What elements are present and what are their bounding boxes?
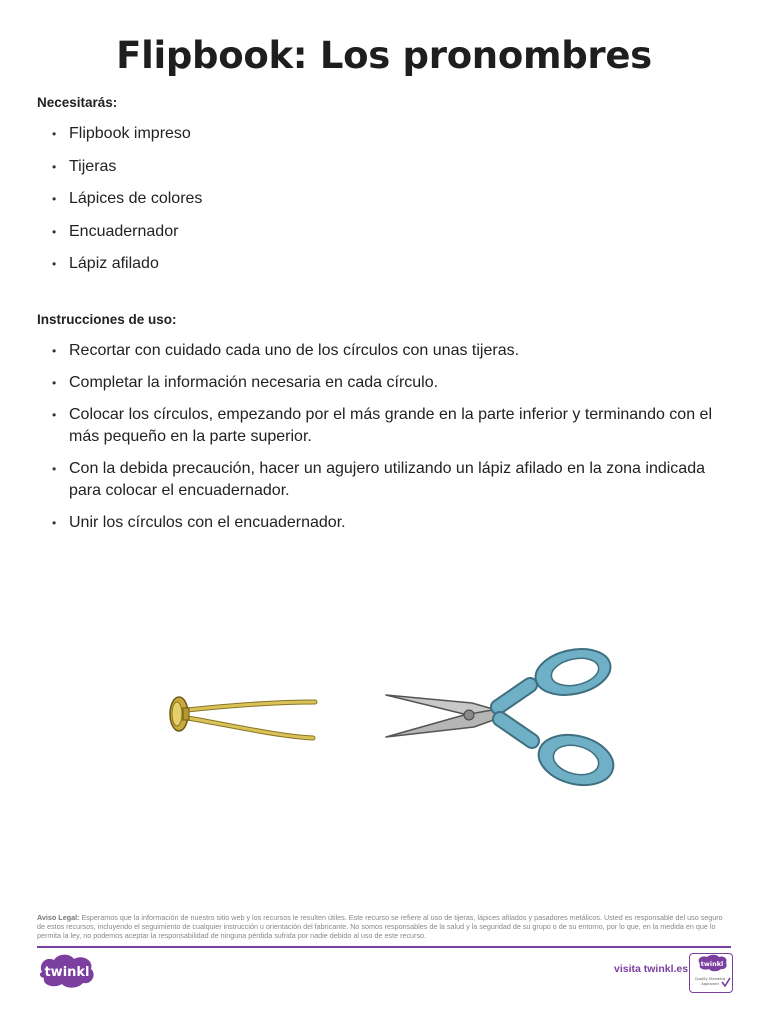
list-item: • Unir los círculos con el encuadernador.	[37, 512, 737, 534]
list-item: • Completar la información necesaria en cada círculo.	[37, 372, 737, 394]
quality-badge	[689, 953, 733, 993]
instructions-list	[37, 340, 737, 544]
instructions-heading: Instrucciones de uso:	[37, 312, 177, 327]
badge-brand: twinkl	[700, 960, 724, 968]
footer-divider	[37, 946, 731, 948]
legal-label: Aviso Legal:	[37, 913, 80, 922]
list-item: • Encuadernador	[37, 221, 737, 243]
list-item: • Colocar los círculos, empezando por el más grande en la parte inferior y terminando con el más pequeño en la parte superior.	[37, 404, 737, 448]
scissors-icon	[380, 645, 620, 790]
logo-text: twinkl	[44, 965, 90, 980]
list-item: • Recortar con cuidado cada uno de los círculos con unas tijeras.	[37, 340, 737, 362]
list-item: • Tijeras	[37, 156, 737, 178]
brass-paper-fastener-icon	[165, 688, 320, 748]
legal-text: Esperamos que la información de nuestro sitio web y los recursos le resulten útiles. Este recurso se refiere al uso de tijeras, lápices afilados y pasadores metálicos. Usted es responsable del uso seguro de estos recursos, incluyendo el seguimiento de cualquier instrucción u orientación del fabricante. No somos responsables de la salud y la seguridad de su grupo o de su entorno, por lo que, en la medida en que lo permita la ley, no podemos aceptar la responsabilidad de ninguna pérdida sufrida por nadie debido al uso de este recurso.	[37, 913, 723, 941]
list-item: • Lápiz afilado	[37, 253, 737, 275]
needs-list	[37, 123, 737, 286]
visit-link[interactable]: visita twinkl.es	[614, 963, 689, 975]
twinkl-logo[interactable]	[36, 952, 98, 990]
list-item: • Flipbook impreso	[37, 123, 737, 145]
badge-line1: Quality Standard	[694, 977, 726, 981]
badge-line2: Approved	[701, 982, 719, 986]
page-title: Flipbook: Los pronombres	[116, 34, 652, 77]
legal-notice	[37, 913, 731, 941]
list-item: • Lápices de colores	[37, 188, 737, 210]
needs-heading: Necesitarás:	[37, 95, 118, 110]
list-item: • Con la debida precaución, hacer un agujero utilizando un lápiz afilado en la zona indicada para colocar el encuadernador.	[37, 458, 737, 502]
